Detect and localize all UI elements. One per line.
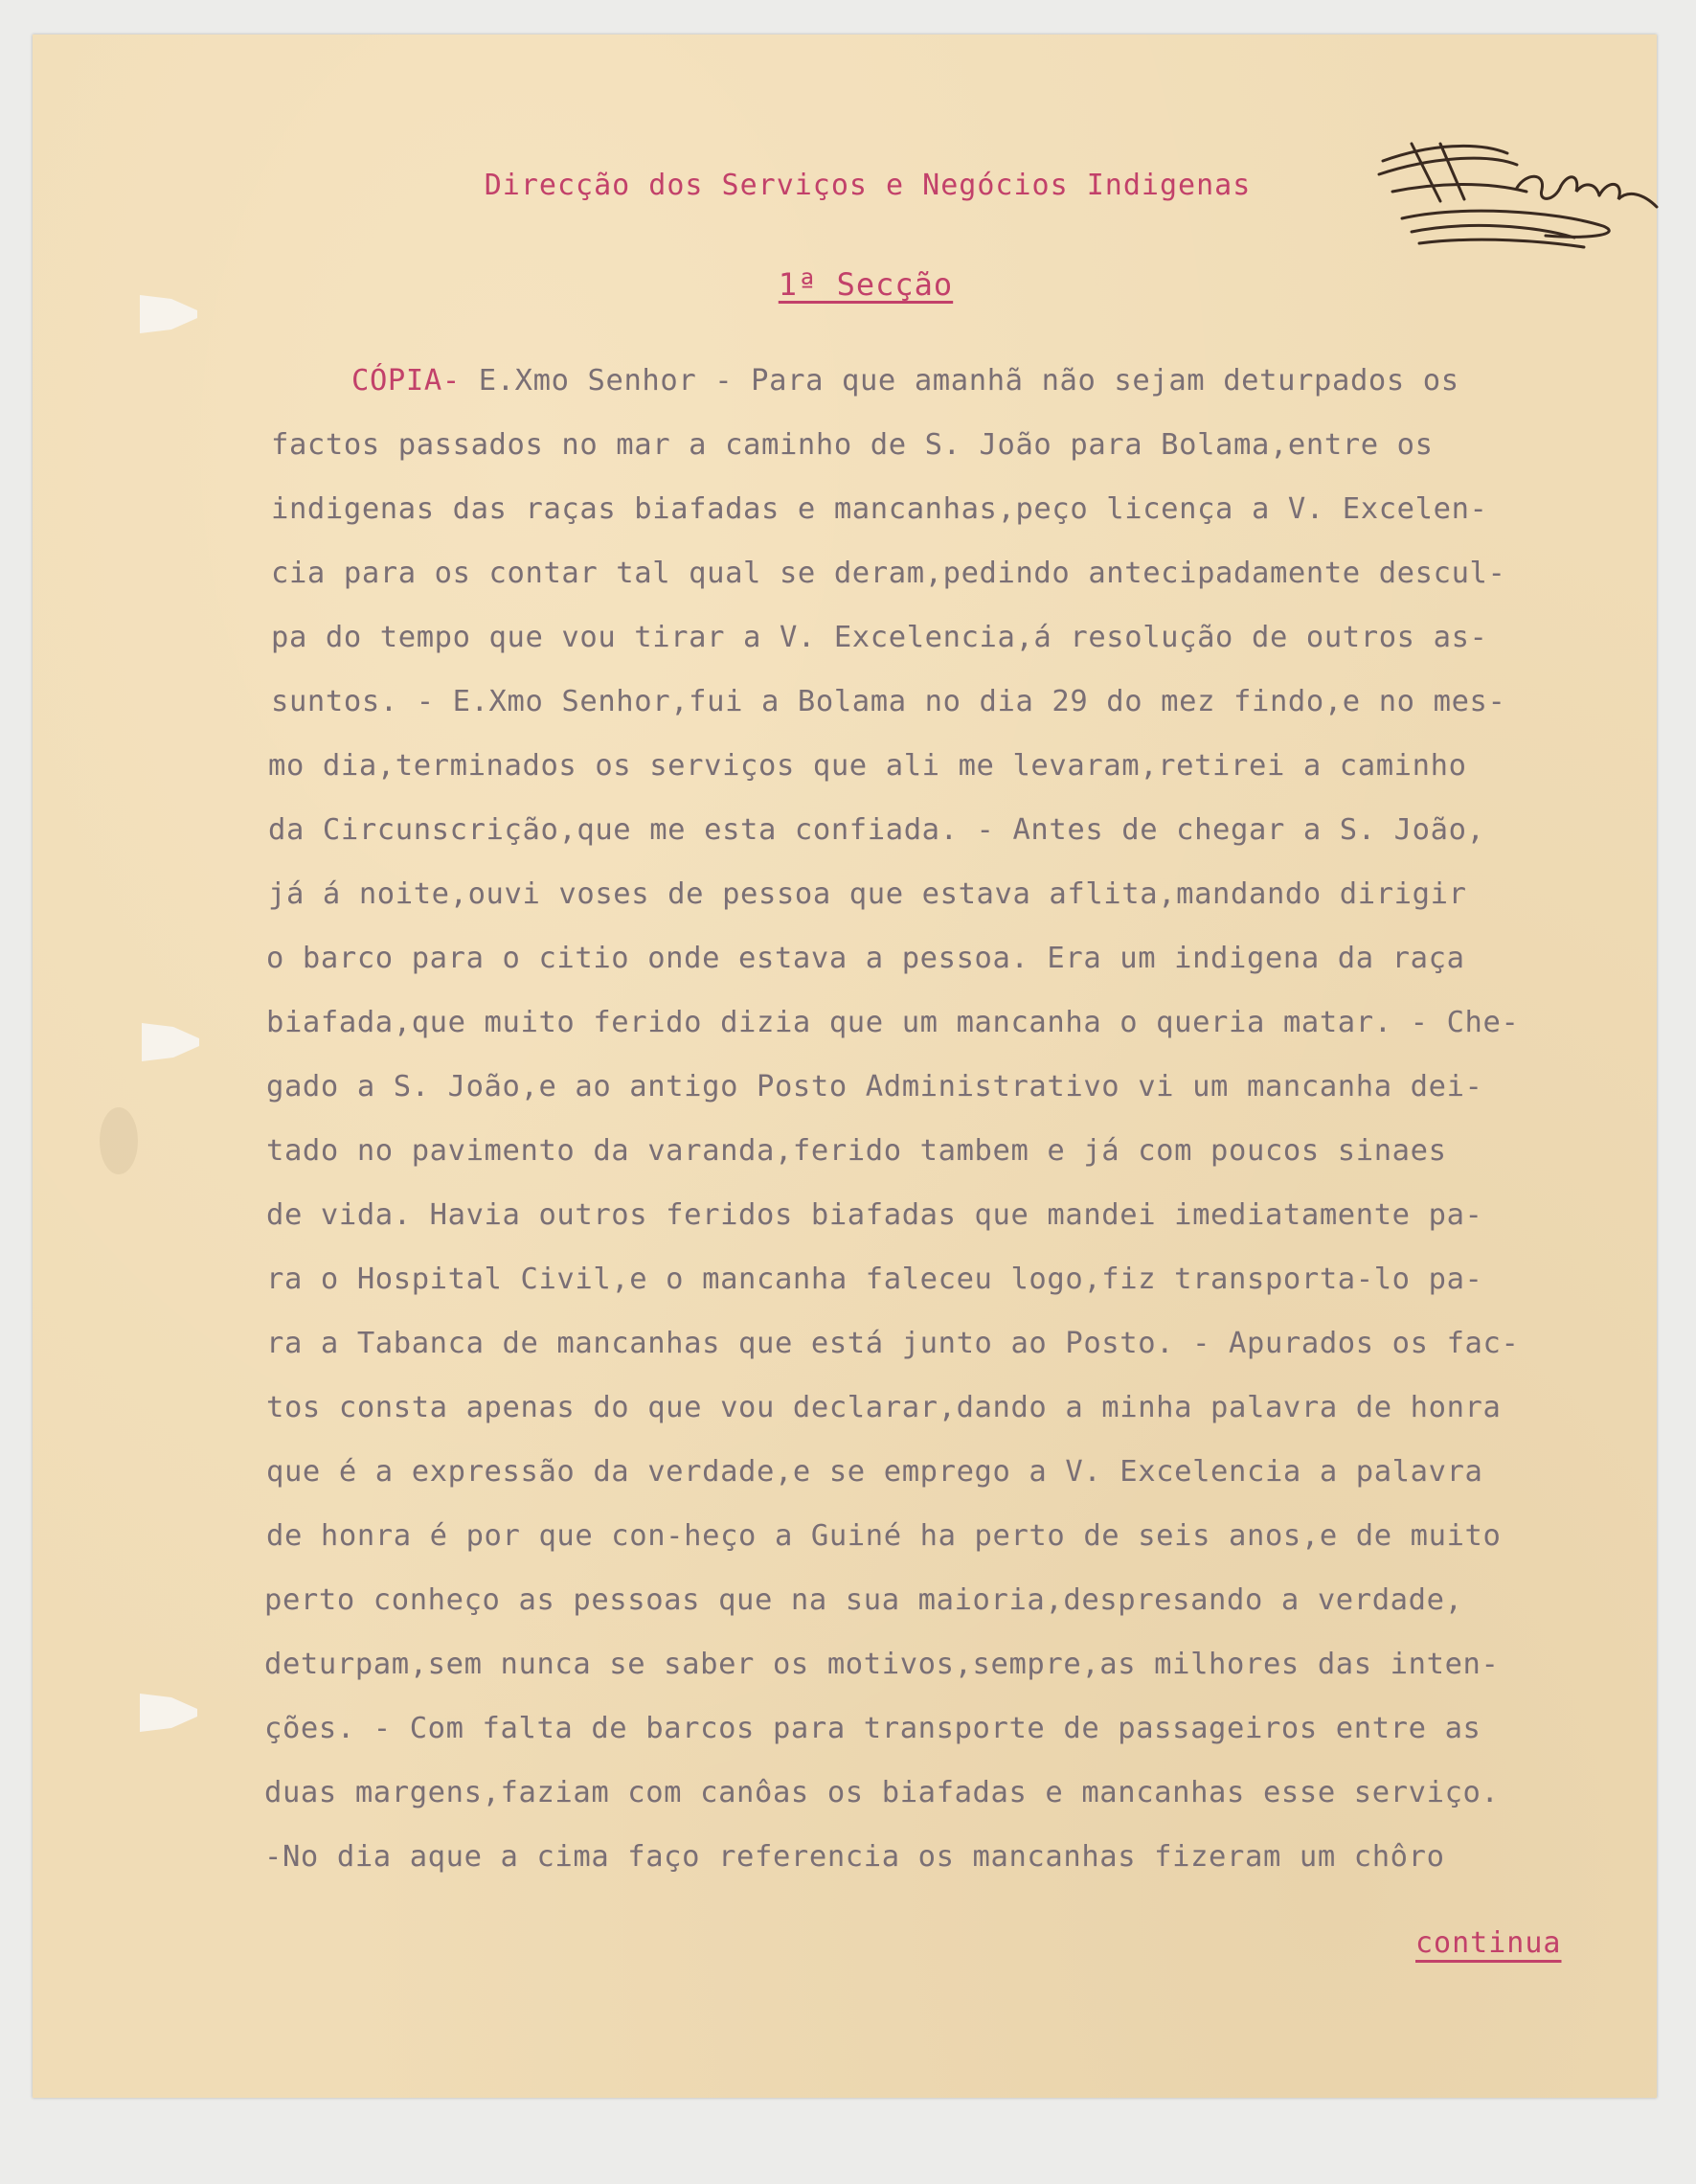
text-line: suntos. - E.Xmo Senhor,fui a Bolama no dia 29 do mez findo,e no mes- [271, 685, 1506, 718]
text-line: da Circunscrição,que me esta confiada. - Antes de chegar a S. João, [268, 813, 1485, 847]
text-line: o barco para o citio onde estava a pessoa. Era um indigena da raça [266, 942, 1465, 975]
copy-label: CÓPIA- [351, 364, 461, 398]
continua-label: continua [1415, 1926, 1562, 1960]
text-line: perto conheço as pessoas que na sua maioria,despresando a verdade, [264, 1583, 1463, 1617]
text-line: factos passados no mar a caminho de S. João para Bolama,entre os [271, 428, 1434, 462]
text-line: de vida. Havia outros feridos biafadas que mandei imediatamente pa- [266, 1198, 1483, 1232]
text-line: pa do tempo que vou tirar a V. Excelencia,á resolução de outros as- [271, 621, 1488, 654]
text-line: já á noite,ouvi voses de pessoa que estava aflita,mandando dirigir [268, 877, 1467, 911]
text-line: de honra é por que con-heço a Guiné ha perto de seis anos,e de muito [266, 1519, 1502, 1553]
punch-hole-bottom [140, 1694, 197, 1732]
text-line: deturpam,sem nunca se saber os motivos,sempre,as milhores das inten- [264, 1648, 1500, 1681]
text-line [351, 364, 1696, 398]
header-title: Direcção dos Serviços e Negócios Indigenas [484, 169, 1252, 202]
text-line: ra a Tabanca de mancanhas que está junto ao Posto. - Apurados os fac- [266, 1327, 1520, 1360]
document-page [33, 34, 1657, 2098]
text-line: tado no pavimento da varanda,ferido tambem e já com poucos sinaes [266, 1134, 1447, 1168]
text-line: que é a expressão da verdade,e se emprego a V. Excelencia a palavra [266, 1455, 1483, 1489]
punch-hole-middle [142, 1023, 199, 1061]
text-line: cia para os contar tal qual se deram,pedindo antecipadamente descul- [271, 557, 1506, 590]
text-line: gado a S. João,e ao antigo Posto Administrativo vi um mancanha dei- [266, 1070, 1483, 1103]
signature-handwritten [1373, 115, 1680, 268]
text-line: ra o Hospital Civil,e o mancanha faleceu logo,fiz transporta-lo pa- [266, 1263, 1483, 1296]
text-line: tos consta apenas do que vou declarar,dando a minha palavra de honra [266, 1391, 1502, 1424]
text-line: -No dia aque a cima faço referencia os mancanhas fizeram um chôro [264, 1840, 1445, 1874]
text-line: ções. - Com falta de barcos para transporte de passageiros entre as [264, 1712, 1481, 1745]
text-line: biafada,que muito ferido dizia que um mancanha o queria matar. - Che- [266, 1006, 1520, 1039]
text-line: duas margens,faziam com canôas os biafadas e mancanhas esse serviço. [264, 1776, 1500, 1809]
text-line: mo dia,terminados os serviços que ali me levaram,retirei a caminho [268, 749, 1467, 783]
text-line: indigenas das raças biafadas e mancanhas,peço licença a V. Excelen- [271, 492, 1488, 526]
paper-stain [100, 1107, 138, 1174]
section-heading: 1ª Secção [778, 266, 954, 303]
text-line-content: E.Xmo Senhor - Para que amanhã não sejam deturpados os [460, 364, 1459, 398]
